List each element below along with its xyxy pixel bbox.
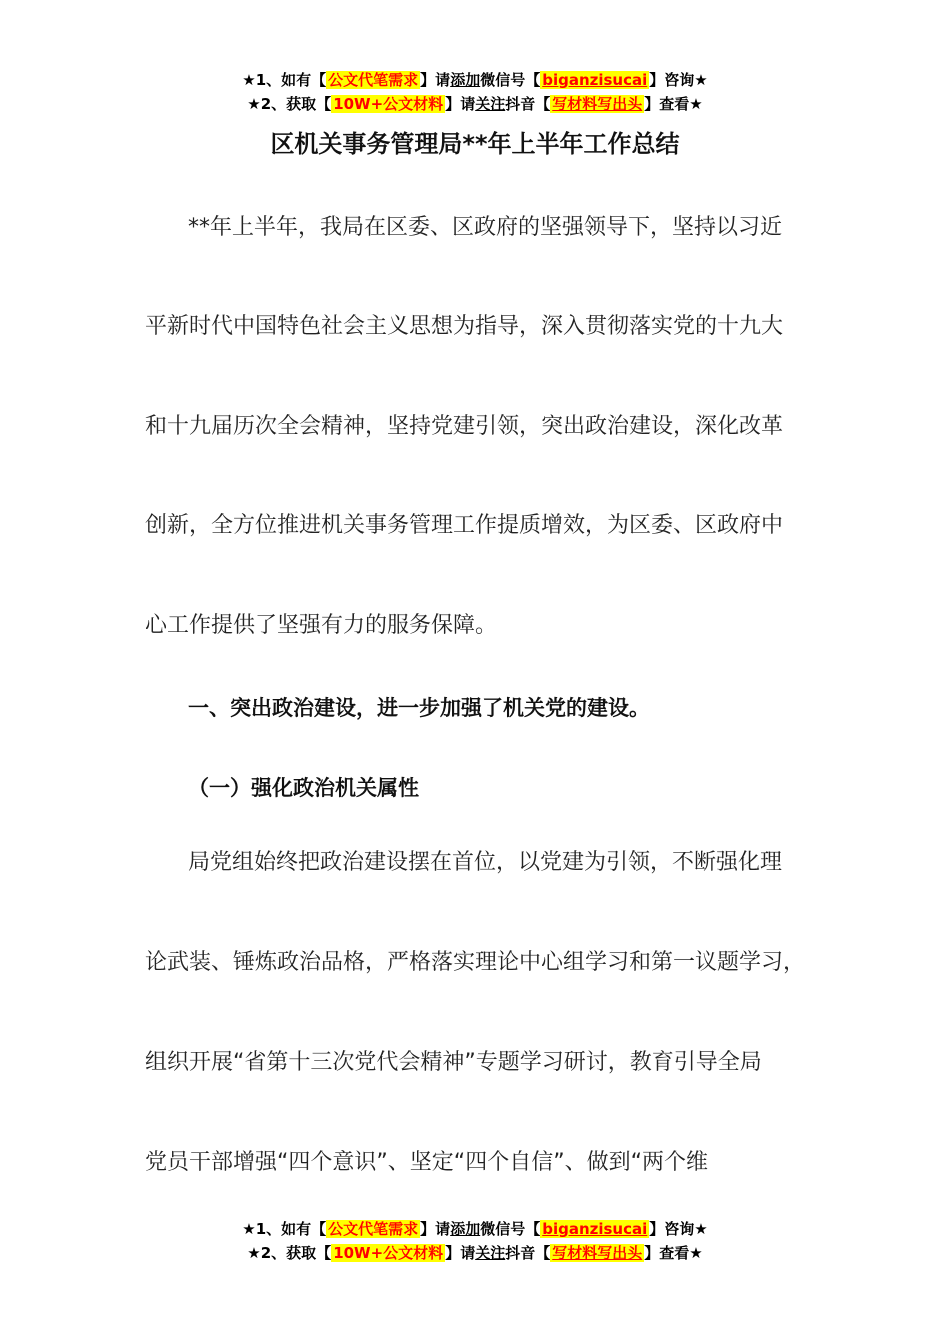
paragraph-line: 和十九届历次全会精神，坚持党建引领，突出政治建设，深化改革 (145, 414, 784, 439)
paragraph-line: 心工作提供了坚强有力的服务保障。 (145, 613, 498, 638)
banner-text: ★1、如有【 (242, 71, 327, 89)
banner-underline: 关注 (475, 1244, 506, 1262)
douyin-account-link[interactable]: 写材料写出头 (552, 95, 643, 113)
wechat-id-link[interactable]: biganzisucai (542, 71, 648, 89)
bottom-banner (0, 1217, 950, 1265)
paragraph-line: 局党组始终把政治建设摆在首位，以党建为引领，不断强化理 (188, 850, 783, 875)
douyin-account-link[interactable]: 写材料写出头 (552, 1244, 643, 1262)
banner-text: 】咨询★ (649, 71, 708, 89)
banner-text: 】请 (420, 1220, 451, 1238)
paragraph-line: 党员干部增强“四个意识”、坚定“四个自信”、做到“两个维 (145, 1150, 708, 1175)
banner-underline: 关注 (475, 95, 506, 113)
banner-highlight: 公文代笔需求 (328, 71, 419, 89)
banner-highlight: 10W+公文材料 (333, 1244, 444, 1262)
subsection-heading: （一）强化政治机关属性 (188, 776, 419, 800)
banner-text: ★2、获取【 (247, 1244, 332, 1262)
banner-text: ★2、获取【 (247, 95, 332, 113)
wechat-id-link[interactable]: biganzisucai (542, 1220, 648, 1238)
banner-text: 】请 (420, 71, 451, 89)
banner-text: 抖音【 (505, 1244, 551, 1262)
top-banner (0, 68, 950, 116)
paragraph-line: 论武装、锤炼政治品格，严格落实理论中心组学习和第一议题学习， (145, 950, 806, 975)
banner-line-1 (0, 68, 950, 92)
banner-text: ★1、如有【 (242, 1220, 327, 1238)
document-title: 区机关事务管理局**年上半年工作总结 (270, 130, 680, 158)
banner-text: 微信号【 (480, 71, 541, 89)
paragraph-line: **年上半年，我局在区委、区政府的坚强领导下，坚持以习近 (188, 215, 783, 240)
banner-text: 微信号【 (480, 1220, 541, 1238)
paragraph-line: 平新时代中国特色社会主义思想为指导，深入贯彻落实党的十九大 (145, 314, 784, 339)
banner-line-1 (0, 1217, 950, 1241)
section-heading: 一、突出政治建设，进一步加强了机关党的建设。 (188, 696, 650, 720)
banner-text: 】咨询★ (649, 1220, 708, 1238)
paragraph-line: 组织开展“省第十三次党代会精神”专题学习研讨，教育引导全局 (145, 1050, 762, 1075)
banner-text: 】请 (445, 1244, 476, 1262)
paragraph-line: 创新，全方位推进机关事务管理工作提质增效，为区委、区政府中 (145, 513, 784, 538)
banner-underline: 添加 (450, 71, 481, 89)
banner-line-2 (0, 1241, 950, 1265)
banner-text: 】查看★ (644, 1244, 703, 1262)
banner-text: 】查看★ (644, 95, 703, 113)
banner-text: 】请 (445, 95, 476, 113)
banner-text: 抖音【 (505, 95, 551, 113)
banner-highlight: 10W+公文材料 (333, 95, 444, 113)
banner-line-2 (0, 92, 950, 116)
banner-underline: 添加 (450, 1220, 481, 1238)
banner-highlight: 公文代笔需求 (328, 1220, 419, 1238)
